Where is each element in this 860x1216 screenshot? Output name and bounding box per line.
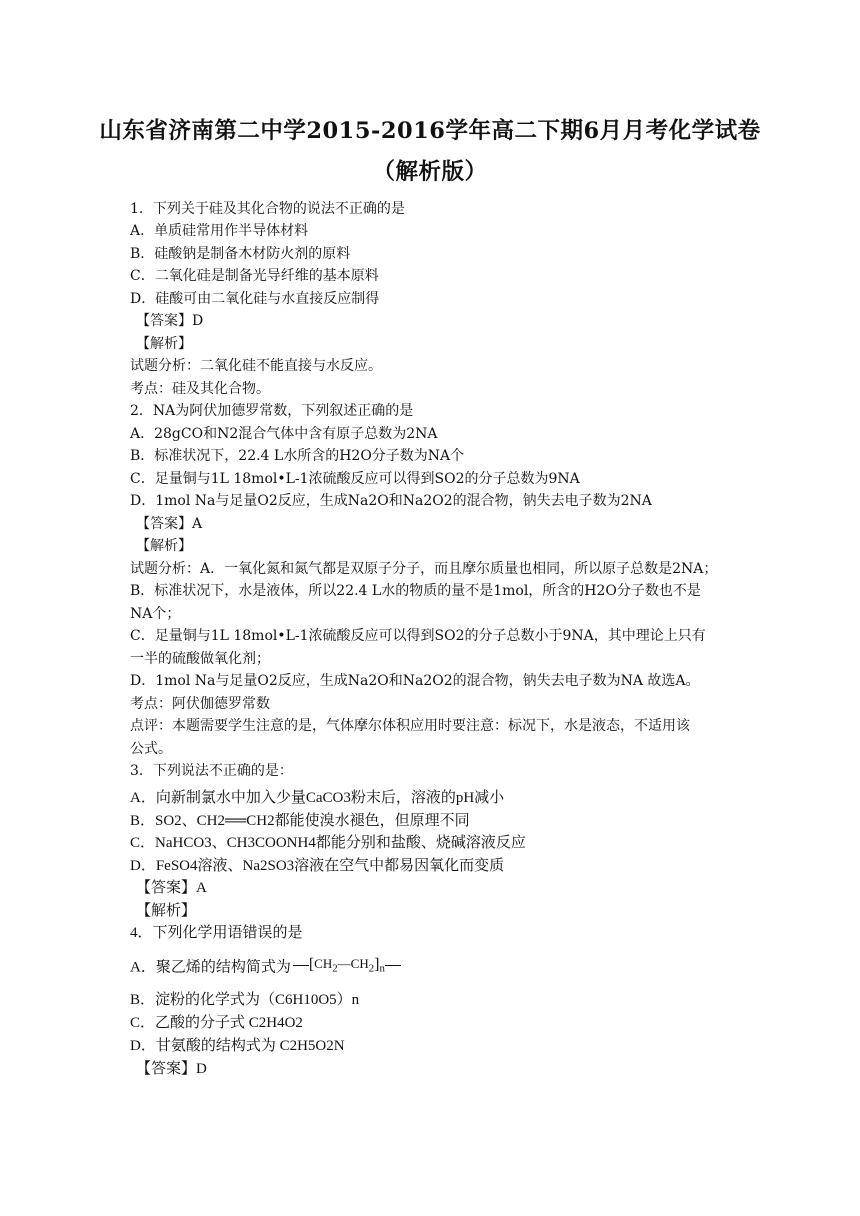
q4-option-d: D．甘氨酸的结构式为 C2H5O2N xyxy=(130,1038,345,1054)
question-4: 4．下列化学用语错误的是 xyxy=(130,925,303,941)
q1-analysis-heading: 【解析】 xyxy=(136,336,192,352)
q2-analysis-d: D．1mol Na与足量O2反应，生成Na2O和Na2O2的混合物，钠失去电子数为NA 故选A。 xyxy=(130,673,700,689)
formula-bond-right xyxy=(385,965,401,966)
formula-bracket-right: ] xyxy=(374,956,380,974)
formula-sub-b: 2 xyxy=(368,962,375,975)
formula-n: n xyxy=(379,962,385,975)
q2-comment: 点评：本题需要学生注意的是，气体摩尔体积应用时要注意：标况下，水是液态，不适用该 xyxy=(130,718,690,734)
q2-option-d: D．1mol Na与足量O2反应，生成Na2O和Na2O2的混合物，钠失去电子数为2NA xyxy=(130,493,652,509)
q3-analysis-heading: 【解析】 xyxy=(136,903,197,919)
question-1: 1．下列关于硅及其化合物的说法不正确的是 xyxy=(130,201,405,217)
document-title: 山东省济南第二中学2015-2016学年高二下期6月月考化学试卷 xyxy=(99,118,761,144)
q2-option-b: B．标准状况下，22.4 L水所含的H2O分子数为NA个 xyxy=(130,448,465,464)
q3-option-c: C．NaHCO3、CH3COONH4都能分别和盐酸、烧碱溶液反应 xyxy=(130,835,526,851)
q2-topic: 考点：阿伏伽德罗常数 xyxy=(130,696,270,712)
document-subtitle: （解析版） xyxy=(372,159,488,185)
q4-answer: 【答案】D xyxy=(136,1061,207,1077)
question-3-text: 3．下列说法不正确的是： xyxy=(130,763,293,779)
q2-analysis-c: C．足量铜与1L 18mol•L-1浓硫酸反应可以得到SO2的分子总数小于9NA，其中理论上只有 xyxy=(130,628,706,644)
formula-ch-a: CH xyxy=(314,956,333,971)
q2-analysis-a: 试题分析：A．一氧化氮和氮气都是双原子分子，而且摩尔质量也相同，所以原子总数是2NA； xyxy=(130,561,718,577)
q3-option-b: B．SO2、CH2══CH2都能使溴水褪色，但原理不同 xyxy=(130,813,470,829)
q2-comment-cont: 公式。 xyxy=(130,741,172,757)
q2-answer: 【答案】A xyxy=(136,516,203,532)
q2-analysis-heading: 【解析】 xyxy=(136,538,192,554)
q2-option-a: A．28gCO和N2混合气体中含有原子总数为2NA xyxy=(130,426,438,442)
formula-bracket-left: [ xyxy=(308,956,315,974)
q2-analysis-b-cont: NA个； xyxy=(130,606,181,622)
q3-option-a: A．向新制氯水中加入少量CaCO3粉末后，溶液的pH减小 xyxy=(130,790,505,806)
polyethylene-formula xyxy=(293,953,401,980)
q4-option-b: B．淀粉的化学式为（C6H10O5）n xyxy=(130,992,360,1008)
q1-option-b: B．硅酸钠是制备木材防火剂的原料 xyxy=(130,246,351,262)
q1-option-d: D．硅酸可由二氧化硅与水直接反应制得 xyxy=(130,291,380,307)
q4-option-a xyxy=(130,955,740,977)
q4-option-a-text: A．聚乙烯的结构简式为 xyxy=(130,959,291,976)
q2-option-c: C．足量铜与1L 18mol•L-1浓硫酸反应可以得到SO2的分子总数为9NA xyxy=(130,471,580,487)
q1-option-a: A．单质硅常用作半导体材料 xyxy=(130,223,309,239)
q3-answer: 【答案】A xyxy=(136,880,207,896)
q2-analysis-b: B．标准状况下，水是液体，所以22.4 L水的物质的量不是1mol，所含的H2O分子数也不是 xyxy=(130,583,701,599)
q1-answer: 【答案】D xyxy=(136,313,204,329)
formula-bond-left xyxy=(293,965,309,966)
formula-bond: — xyxy=(337,956,351,971)
q2-analysis-c-cont: 一半的硫酸做氧化剂； xyxy=(130,651,270,667)
q3-option-d: D．FeSO4溶液、Na2SO3溶液在空气中都易因氧化而变质 xyxy=(130,858,505,874)
q4-option-c: C．乙酸的分子式 C2H4O2 xyxy=(130,1015,303,1031)
formula-ch-b: CH xyxy=(350,956,369,971)
q1-option-c: C．二氧化硅是制备光导纤维的基本原料 xyxy=(130,268,379,284)
question-2: 2．NA为阿伏加德罗常数，下列叙述正确的是 xyxy=(130,403,414,419)
q1-analysis: 试题分析：二氧化硅不能直接与水反应。 xyxy=(130,358,382,374)
question-3 xyxy=(130,760,740,782)
formula-sub-a: 2 xyxy=(332,962,338,975)
q1-topic: 考点：硅及其化合物。 xyxy=(130,381,270,397)
